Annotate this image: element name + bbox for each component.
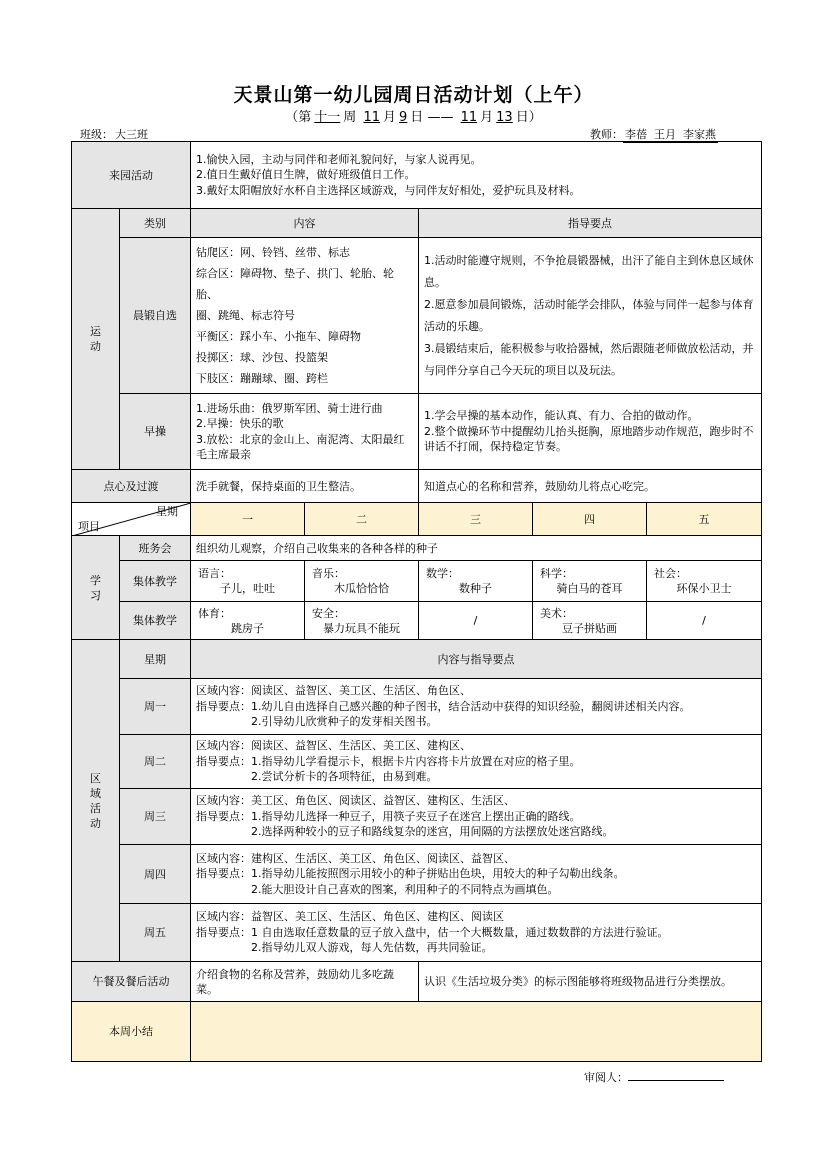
month-label-2: 月 — [480, 110, 494, 125]
lesson-cell-empty — [647, 602, 762, 640]
zone-day-label: 周四 — [120, 845, 191, 904]
month-label: 月 — [383, 110, 397, 125]
zone-line: 2.选择两种较小的豆子和路线复杂的迷宫，用间隔的方法摆放处迷宫路线。 — [196, 825, 614, 839]
sport-header-row — [72, 209, 762, 238]
zone-line: 2.引导幼儿欣赏种子的发芽相关图书。 — [196, 715, 438, 729]
date-dash: —— — [427, 110, 454, 125]
reviewer-label: 审阅人： — [584, 1071, 628, 1084]
morning-content-line: 圈、跳绳、标志符号 — [196, 309, 295, 322]
zone-line: 指导要点：1 自由选取任意数量的豆子放入盘中，估一个大概数量，通过数数群的方法进行验证。 — [196, 925, 669, 939]
morning-row — [72, 238, 762, 394]
lesson-cell — [533, 602, 647, 640]
zone-line: 指导要点：1.幼儿自由选择自己感兴趣的种子图书，结合活动中获得的知识经验，翻阅讲述相关内容。 — [196, 699, 691, 713]
summary-content — [191, 1002, 762, 1062]
morning-content-line: 钻爬区：网、铃铛、丝带、标志 — [196, 246, 350, 259]
exercise-points — [419, 394, 762, 470]
arrival-content — [191, 142, 762, 209]
zone-day-row — [72, 789, 762, 845]
weekday-diagonal-cell — [72, 503, 191, 536]
lesson-subject: 音乐： — [312, 567, 345, 580]
zone-line: 指导要点：1.指导幼儿选择一种豆子，用筷子夹豆子在迷宫上摆出正确的路线。 — [196, 809, 581, 823]
lesson-topic: 子儿，吐吐 — [220, 582, 275, 595]
zone-day-content — [191, 679, 762, 735]
lesson-cell-empty — [419, 602, 533, 640]
lesson-subject: 美术： — [540, 606, 573, 620]
day-label: 日 — [410, 110, 424, 125]
zone-day-content — [191, 845, 762, 904]
class-label: 班级： — [80, 128, 113, 141]
lunch-points: 认识《生活垃圾分类》的标示图能够将班级物品进行分类摆放。 — [419, 962, 762, 1002]
lesson-topic: 豆子拼贴画 — [562, 621, 617, 635]
zone-label: 区 域 活 动 — [72, 640, 120, 962]
lesson-topic: 跳房子 — [231, 621, 264, 635]
zone-day-row — [72, 845, 762, 904]
lunch-row — [72, 962, 762, 1002]
morning-point: 3.晨锻结束后，能积极参与收拾器械，然后跟随老师做放松活动，并与同伴分享自己今天玩的项目以及玩法。 — [424, 341, 754, 377]
zone-day-label: 周一 — [120, 679, 191, 735]
teacher-label: 教师： — [590, 128, 623, 141]
lesson-subject: 安全： — [312, 606, 345, 620]
exercise-point: 1.学会早操的基本动作，能认真、有力、合拍的做动作。 — [424, 409, 699, 423]
zone-day-content — [191, 789, 762, 845]
morning-content-line: 综合区：障碍物、垫子、拱门、轮胎、轮胎、 — [196, 267, 394, 301]
reviewer-info — [584, 1069, 724, 1085]
arrival-item: 2.值日生戴好值日生牌，做好班级值日工作。 — [196, 168, 416, 182]
week-close: 日） — [515, 110, 542, 125]
weekday-header-item: 项目 — [78, 520, 100, 533]
class-value: 大三班 — [113, 126, 189, 143]
zone-day-content — [191, 904, 762, 962]
lesson-cell — [647, 561, 762, 602]
arrival-item: 1.愉快入园，主动与同伴和老师礼貌问好，与家人说再见。 — [196, 152, 482, 166]
weekday-wed: 三 — [419, 503, 533, 536]
study-group1-row — [72, 561, 762, 602]
morning-content-line: 投掷区：球、沙包、投篮架 — [196, 351, 328, 364]
morning-point: 2.愿意参加晨间锻炼，活动时能学会排队，体验与同伴一起参与体育活动的乐趣。 — [424, 297, 754, 333]
zone-day-content — [191, 735, 762, 789]
lesson-topic: 骑白马的苍耳 — [556, 582, 623, 595]
week-number: 十一 — [314, 110, 341, 125]
study-meeting-row — [72, 536, 762, 561]
lesson-cell — [305, 602, 419, 640]
morning-content-line: 下肢区：蹦蹦球、圈、跨栏 — [196, 372, 328, 385]
zone-line: 2.指导幼儿双人游戏，每人先估数，再共同验证。 — [196, 941, 493, 955]
weekday-fri: 五 — [647, 503, 762, 536]
zone-star: 星期 — [120, 640, 191, 679]
lesson-topic: 暴力玩具不能玩 — [323, 621, 400, 635]
lesson-topic: 环保小卫士 — [676, 582, 732, 595]
zone-day-row — [72, 904, 762, 962]
sport-col-type: 类别 — [120, 209, 191, 238]
lesson-subject: 体育： — [198, 606, 231, 620]
exercise-content-line: 2.早操：快乐的歌 — [196, 417, 284, 430]
weekday-mon: 一 — [191, 503, 305, 536]
meeting-content: 组织幼儿观察，介绍自己收集来的各种各样的种子 — [191, 536, 762, 561]
zone-day-row — [72, 679, 762, 735]
snack-content: 洗手就餐，保持桌面的卫生整洁。 — [191, 470, 419, 503]
sport-col-content: 内容 — [191, 209, 419, 238]
snack-label: 点心及过渡 — [72, 470, 191, 503]
zone-day-row — [72, 735, 762, 789]
morning-content-line: 平衡区：踩小车、小拖车、障碍物 — [196, 330, 361, 343]
page-title: 天景山第一幼儿园周日活动计划（上午） — [233, 84, 594, 106]
lunch-label: 午餐及餐后活动 — [72, 962, 191, 1002]
weekday-thu: 四 — [533, 503, 647, 536]
study-group2-row — [72, 602, 762, 640]
lesson-cell — [533, 561, 647, 602]
weekday-tue: 二 — [305, 503, 419, 536]
zone-line: 区域内容：阅读区、益智区、生活区、美工区、建构区、 — [196, 739, 471, 753]
exercise-row — [72, 394, 762, 470]
start-month: 11 — [363, 110, 380, 125]
end-day: 13 — [496, 110, 513, 125]
zone-day-label: 周二 — [120, 735, 191, 789]
weekday-header-star: 星期 — [156, 505, 178, 518]
zone-line: 2.尝试分析卡的各项特征，由易到难。 — [196, 770, 438, 784]
lesson-topic: / — [473, 614, 478, 627]
lesson-topic: 木瓜恰恰恰 — [334, 582, 389, 595]
arrival-row — [72, 142, 762, 209]
lesson-subject: 社会： — [654, 567, 687, 580]
exercise-label: 早操 — [120, 394, 191, 470]
morning-content — [191, 238, 419, 394]
week-open: （第 — [285, 110, 312, 125]
lesson-cell — [191, 602, 305, 640]
week-range — [0, 106, 827, 125]
zone-day-label: 周三 — [120, 789, 191, 845]
zone-header-row — [72, 640, 762, 679]
zone-line: 2.能大胆设计自己喜欢的图案，利用种子的不同特点为画填色。 — [196, 882, 559, 896]
end-month: 11 — [460, 110, 478, 125]
zone-day-label: 周五 — [120, 904, 191, 962]
zone-line: 区域内容：阅读区、益智区、美工区、生活区、角色区、 — [196, 684, 471, 698]
summary-label: 本周小结 — [72, 1002, 191, 1062]
morning-label: 晨锻自选 — [120, 238, 191, 394]
lesson-topic: 数种子 — [459, 582, 492, 595]
zone-line: 区域内容：美工区、角色区、阅读区、益智区、建构区、生活区、 — [196, 794, 515, 808]
arrival-label: 来园活动 — [72, 142, 191, 209]
zone-line: 指导要点：1.指导幼儿能按照图示用较小的种子拼贴出色块，用较大的种子勾勒出线条。 — [196, 867, 625, 881]
arrival-item: 3.戴好太阳帽放好水杯自主选择区域游戏，与同伴友好相处，爱护玩具及材料。 — [196, 183, 581, 197]
weekday-header-row — [72, 503, 762, 536]
summary-row — [72, 1002, 762, 1062]
exercise-content-line: 3.放松：北京的金山上、南泥湾、太阳最红毛主席最亲 — [196, 432, 405, 461]
zone-line: 区域内容：益智区、美工区、生活区、角色区、建构区、阅读区 — [196, 910, 504, 924]
meeting-label: 班务会 — [120, 536, 191, 561]
teacher-value: 李蓓 王月 李家燕 — [625, 128, 716, 141]
morning-point: 1.活动时能遵守规则，不争抢晨锻器械，出汗了能自主到休息区域休息。 — [424, 253, 754, 289]
group1-label: 集体教学 — [120, 561, 191, 602]
lesson-cell — [419, 561, 533, 602]
lesson-cell — [191, 561, 305, 602]
week-label: 周 — [343, 110, 357, 125]
zone-line: 指导要点：1.指导幼儿学看提示卡，根据卡片内容将卡片放置在对应的格子里。 — [196, 754, 581, 768]
zone-line: 区域内容：建构区、生活区、美工区、角色区、阅读区、益智区、 — [196, 851, 515, 865]
lesson-cell — [305, 561, 419, 602]
snack-points: 知道点心的名称和营养，鼓励幼儿将点心吃完。 — [419, 470, 762, 503]
reviewer-signature-line[interactable] — [628, 1080, 724, 1081]
plan-table — [71, 141, 762, 1062]
sport-col-points: 指导要点 — [419, 209, 762, 238]
exercise-content-line: 1.进场乐曲：俄罗斯军团、骑士进行曲 — [196, 401, 383, 415]
snack-row — [72, 470, 762, 503]
group2-label: 集体教学 — [120, 602, 191, 640]
study-label: 学 习 — [72, 536, 120, 640]
exercise-point: 2.整个做操环节中提醒幼儿抬头挺胸，原地踏步动作规范，跑步时不讲话不打闹，保持稳定节奏。 — [424, 424, 754, 454]
zone-header: 内容与指导要点 — [191, 640, 762, 679]
morning-points — [419, 238, 762, 394]
lesson-subject: 语言： — [198, 567, 231, 580]
sport-label: 运 动 — [72, 209, 120, 470]
lunch-content: 介绍食物的名称及营养，鼓励幼儿多吃蔬菜。 — [191, 962, 419, 1002]
exercise-content — [191, 394, 419, 470]
lesson-subject: 数学： — [426, 567, 459, 580]
start-day: 9 — [399, 110, 408, 125]
lesson-topic: / — [702, 614, 706, 627]
lesson-subject: 科学： — [540, 567, 573, 580]
